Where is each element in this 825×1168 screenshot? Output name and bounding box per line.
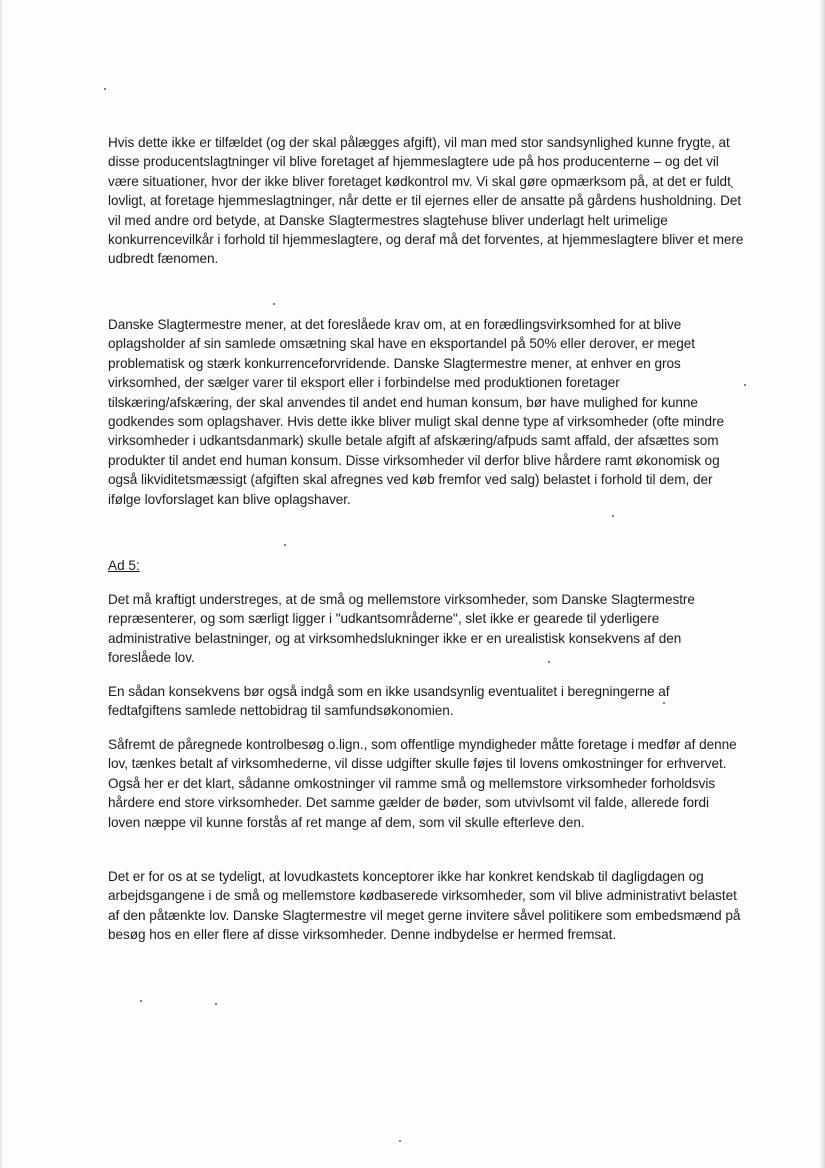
scan-speck xyxy=(731,186,733,188)
scan-speck xyxy=(548,661,550,663)
paragraph-inspection-costs: Såfremt de påregnede kontrolbesøg o.lign., som offentlige myndigheder måtte foretage i medfør af denne lov, tænkes betalt af virksomhederne, vil disse udgifter skulle føjes til lovens omkostninger for erhvervet. Også her er det klart, sådanne omkostninger vil ramme små og mellemstore virksomheder forholdsvis hårdere end store virksomheder. Det samme gælder de bøder, som utvivlsomt vil falde, allerede fordi loven næppe vil kunne forstås af ret mange af dem, som vil skulle efterleve den. xyxy=(108,737,737,830)
paragraph-export-share: Danske Slagtermestre mener, at det foreslåede krav om, at en forædlingsvirksomhed for at blive oplagsholder af sin samlede omsætning skal have en eksportandel på 50% eller derover, er meget problematisk og stærk konkurrenceforvridende. Danske Slagtermestre mener, at enhver en gros virksomhed, der sælger varer til eksport eller i forbindelse med produktionen foretager tilskæring/afskæring, der skal anvendes til andet end human konsum, bør have mulighed for kunne godkendes som oplagshaver. Hvis dette ikke bliver muligt skal denne type af virksomheder (ofte mindre virksomheder i udkantsdanmark) skulle betale afgift af afskæring/afpuds samt affald, der afsættes som produkter til andet end human konsum. Disse virksomheder vil derfor blive hårdere ramt økonomisk og også likviditetsmæssigt (afgiften skal afregnes ved køb fremfor ved salg) belastet i forhold til dem, der ifølge lovforslaget kan blive oplagshaver. xyxy=(108,317,725,507)
scan-speck xyxy=(104,88,106,90)
scan-edge-left xyxy=(0,0,3,1168)
paragraph-consequence: En sådan konsekvens bør også indgå som en ikke usandsynlig eventualitet i beregningerne af fedtafgiftens samlede nettobidrag til samfundsøkonomien. xyxy=(108,684,670,719)
scan-edge-right xyxy=(819,0,825,1168)
scan-speck xyxy=(273,303,275,305)
scan-speck xyxy=(284,544,286,546)
scan-speck xyxy=(140,1000,142,1002)
paragraph-home-slaughter: Hvis dette ikke er tilfældet (og der skal pålægges afgift), vil man med stor sandsynlighed kunne frygte, at disse producentslagtninger vil blive foretaget af hjemmeslagtere ude på hos producenterne – og det vil være situationer, hvor der ikke bliver foretaget kødkontrol mv. Vi skal gøre opmærksom på, at det er fuldt lovligt, at foretage hjemmeslagtninger, når dette er til ejernes eller de ansatte på gårdens husholdning. Det vil med andre ord betyde, at Danske Slagtermestres slagtehuse bliver underlagt helt urimelige konkurrencevilkår i forhold til hjemmeslagtere, og deraf må det forventes, at hjemmeslagtere bliver et mere udbredt fænomen. xyxy=(108,135,744,267)
scan-speck xyxy=(744,384,746,386)
scan-speck xyxy=(399,1140,401,1142)
section-heading: Ad 5: xyxy=(108,558,140,573)
scan-speck xyxy=(612,515,614,517)
scan-speck xyxy=(663,702,665,704)
paragraph-small-businesses: Det må kraftigt understreges, at de små og mellemstore virksomheder, som Danske Slagtermestre repræsenterer, og som særligt ligger i "udkantsområderne", slet ikke er gearede til yderligere administrative belastninger, og at virksomhedslukninger ikke er en urealistisk konsekvens af den foreslåede lov. xyxy=(108,592,695,666)
scan-speck xyxy=(215,1003,217,1005)
paragraph-invitation: Det er for os at se tydeligt, at lovudkastets konceptorer ikke har konkret kendskab til dagligdagen og arbejdsgangene i de små og mellemstore kødbaserede virksomheder, som vil blive administrativt belastet af den påtænkte lov. Danske Slagtermestre vil meget gerne invitere såvel politikere som embedsmænd på besøg hos en eller flere af disse virksomheder. Denne indbydelse er hermed fremsat. xyxy=(108,869,741,943)
